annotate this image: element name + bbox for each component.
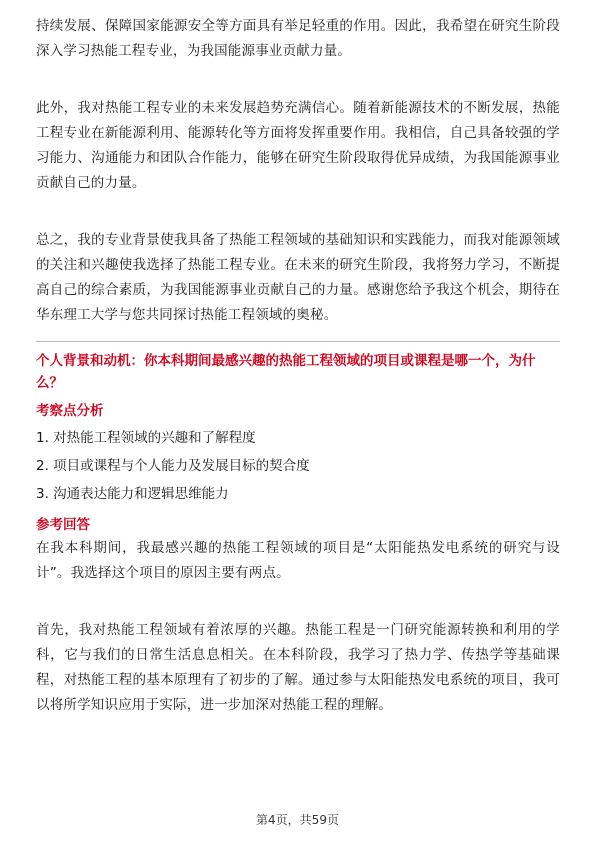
answer-paragraph: 在我本科期间，我最感兴趣的热能工程领域的项目是“太阳能热发电系统的研究与设计”。我选择这个项目的原因主要有两点。 (36, 540, 560, 581)
list-item: 1. 对热能工程领域的兴趣和了解程度 (36, 430, 256, 446)
question-title: 个人背景和动机：你本科期间最感兴趣的热能工程领域的项目或课程是哪一个，为什么？ (36, 353, 536, 391)
list-item: 2. 项目或课程与个人能力及发展目标的契合度 (36, 458, 310, 474)
page-number: 第4页，共59页 (256, 813, 339, 827)
section-divider (36, 341, 560, 342)
paragraph: 此外，我对热能工程专业的未来发展趋势充满信心。随着新能源技术的不断发展，热能工程专业在新能源利用、能源转化等方面将发挥重要作用。我相信，自己具备较强的学习能力、沟通能力和团队合作能力，能够在研究生阶段取得优异成绩，为我国能源事业贡献自己的力量。 (36, 100, 560, 191)
paragraph: 总之，我的专业背景使我具备了热能工程领域的基础知识和实践能力，而我对能源领域的关注和兴趣使我选择了热能工程专业。在未来的研究生阶段，我将努力学习，不断提高自己的综合素质，为我国能源事业贡献自己的力量。感谢您给予我这个机会，期待在华东理工大学与您共同探讨热能工程领域的奥秘。 (36, 232, 560, 323)
analysis-list (36, 424, 560, 508)
answer-heading: 参考回答 (36, 517, 90, 533)
analysis-heading: 考察点分析 (36, 403, 104, 419)
list-item: 3. 沟通表达能力和逻辑思维能力 (36, 486, 229, 502)
paragraph: 持续发展、保障国家能源安全等方面具有举足轻重的作用。因此，我希望在研究生阶段深入学习热能工程专业，为我国能源事业贡献力量。 (36, 18, 560, 59)
answer-paragraph: 首先，我对热能工程领域有着浓厚的兴趣。热能工程是一门研究能源转换和利用的学科，它与我们的日常生活息息相关。在本科阶段，我学习了热力学、传热学等基础课程，对热能工程的基本原理有了初步的了解。通过参与太阳能热发电系统的项目，我可以将所学知识应用于实际，进一步加深对热能工程的理解。 (36, 622, 560, 713)
document-page (36, 0, 560, 718)
